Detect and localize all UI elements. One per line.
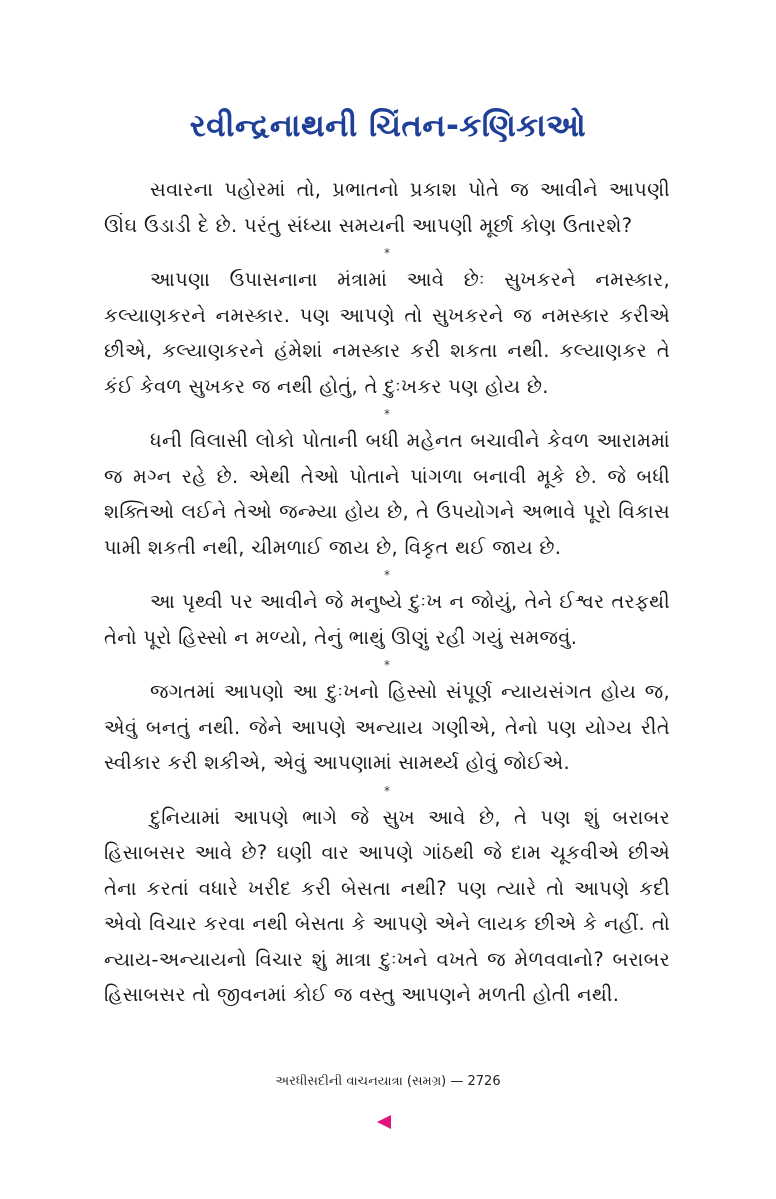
paragraph-5: જગતમાં આપણો આ દુઃખનો હિસ્સો સંપૂર્ણ ન્યાયસંગત હોય જ, એવું બનતું નથી. જેને આપણે અન્યાય ગણીએ, તેનો પણ યોગ્ય રીતે સ્વીકાર કરી શકીએ, એવું આપણામાં સામર્થ્ય હોવું જોઈએ.: [104, 680, 670, 774]
previous-page-arrow-icon[interactable]: [377, 1115, 391, 1129]
paragraph-3: ધની વિલાસી લોકો પોતાની બધી મહેનત બચાવીને કેવળ આરામમાં જ મગ્ન રહે છે. એથી તેઓ પોતાને પાંગળા બનાવી મૂકે છે. જે બધી શક્તિઓ લઈને તેઓ જન્મ્યા હોય છે, તે ઉપયોગને અભાવે પૂરો વિકાસ પામી શકતી નથી, ચીમળાઈ જાય છે, વિકૃત થઈ જાય છે.: [104, 429, 670, 559]
page-title: રવીન્દ્રનાથની ચિંતન-કણિકાઓ: [189, 108, 587, 144]
paragraph-separator-5: *: [384, 783, 390, 798]
paragraph-separator-2: *: [384, 407, 390, 421]
paragraph-separator-4: *: [384, 658, 390, 672]
page-footer: અરધીસદીની વાચનયાત્રા (સમગ્ર) — 2726: [275, 1074, 501, 1089]
paragraph-separator-1: *: [384, 246, 390, 260]
paragraph-4: આ પૃથ્વી પર આવીને જે મનુષ્યે દુઃખ ન જોયું, તેને ઈશ્વર તરફથી તેનો પૂરો હિસ્સો ન મળ્યો, તેનું ભાથું ઊણું રહી ગયું સમજવું.: [104, 590, 670, 649]
paragraph-2: આપણા ઉપાસનાના મંત્રામાં આવે છેઃ સુખકરને નમસ્કાર, કલ્યાણકરને નમસ્કાર. પણ આપણે તો સુખકરને જ નમસ્કાર કરીએ છીએ, કલ્યાણકરને હંમેશાં નમસ્કાર કરી શકતા નથી. કલ્યાણકર તે કંઈ કેવળ સુખકર જ નથી હોતું, તે દુઃખકર પણ હોય છે.: [104, 268, 670, 398]
paragraph-separator-3: *: [384, 568, 390, 582]
paragraph-6: દુનિયામાં આપણે ભાગે જે સુખ આવે છે, તે પણ શું બરાબર હિસાબસર આવે છે? ઘણી વાર આપણે ગાંઠથી જે દામ ચૂકવીએ છીએ તેના કરતાં વધારે ખરીદ કરી બેસતા નથી? પણ ત્યારે તો આપણે કદી એવો વિચાર કરવા નથી બેસતા કે આપણે એને લાયક છીએ કે નહીં. તો ન્યાય-અન્યાયનો વિચાર શું માત્રા દુઃખને વખતે જ મેળવવાનો? બરાબર હિસાબસર તો જીવનમાં કોઈ જ વસ્તુ આપણને મળતી હોતી નથી.: [104, 805, 670, 1006]
paragraph-1: સવારના પહોરમાં તો, પ્રભાતનો પ્રકાશ પોતે જ આવીને આપણી ઊંઘ ઉડાડી દે છે. પરંતુ સંધ્યા સમયની આપણી મૂર્છા કોણ ઉતારશે?: [104, 178, 670, 237]
article-body: [104, 172, 670, 1013]
